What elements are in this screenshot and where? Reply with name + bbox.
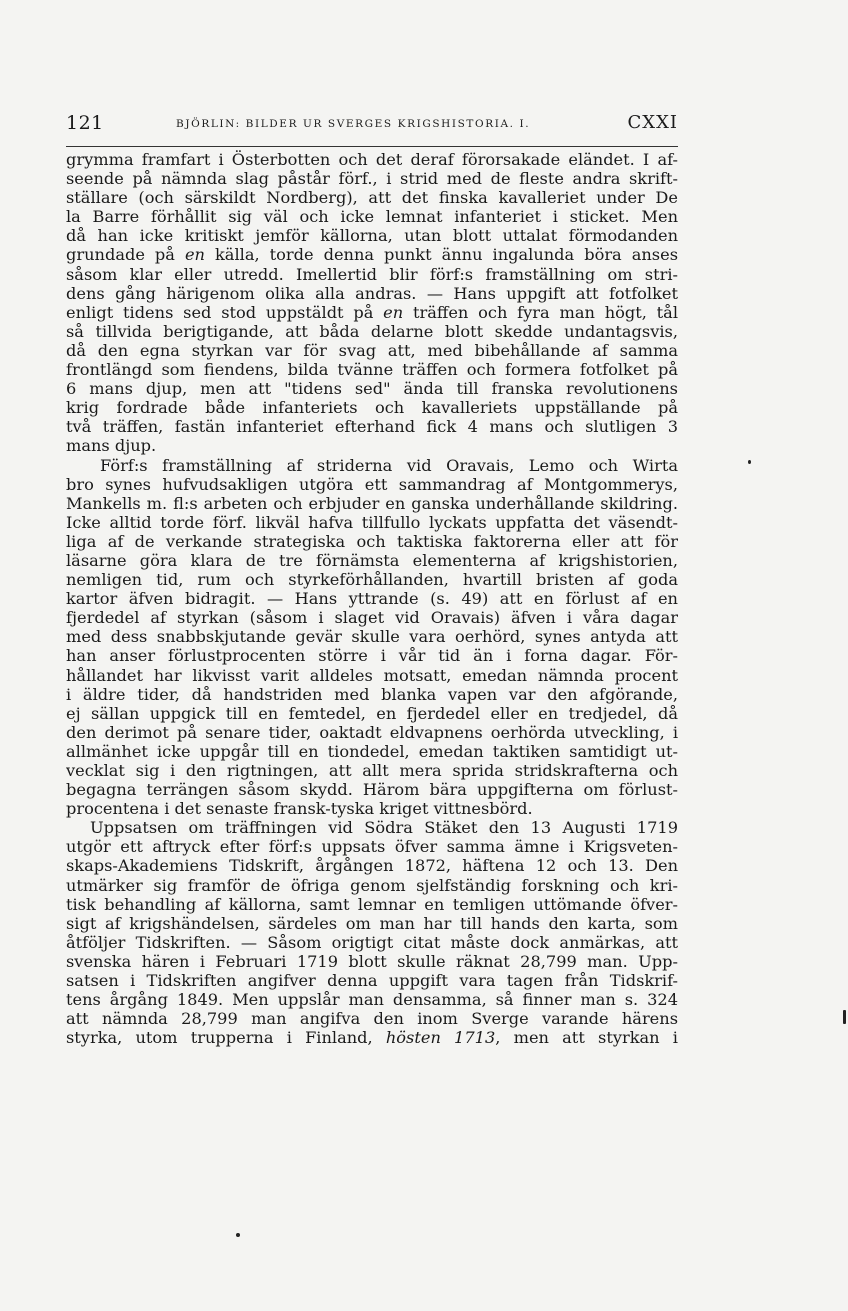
text-line: då den egna styrkan var för svag att, med bibehållande af samma [66,340,678,360]
header-rule [66,146,678,147]
text-line: vecklat sig i den rigtningen, att allt mera sprida stridskrafterna och [66,761,678,780]
text-line: två träffen, fastän infanteriet efterhand fick 4 mans och slutligen 3 [66,417,678,437]
text-run: grundade på [66,245,185,265]
italic-text-run: en [383,302,404,322]
print-dot [236,1233,240,1237]
text-line: bro synes hufvudsakligen utgöra ett sammandrag af Montgommerys, [66,474,678,494]
text-line: ej sällan uppgick till en femtedel, en fjerdedel eller en tredjedel, då [66,703,678,723]
page-header [66,112,678,136]
margin-mark [748,460,751,464]
text-line: krig fordrade både infanteriets och kavalleriets uppställande på [66,398,678,418]
text-line: svenska hären i Februari 1719 blott skulle räknat 28,799 man. Upp- [66,951,678,971]
page-number: 121 [66,112,104,134]
text-line: kartor äfven bidragit. — Hans yttrande (s. 49) att en förlust af en [66,589,678,609]
text-run: källa, torde denna punkt ännu ingalunda böra anses [204,245,678,265]
text-line: den derimot på senare tider, oaktadt eldvapnens oerhörda utveckling, i [66,722,678,742]
text-line: dens gång härigenom olika alla andras. — Hans uppgift att fotfolket [66,283,678,303]
text-line: att nämnda 28,799 man angifva den inom Sverge varande härens [66,1009,678,1029]
italic-text-run: hösten 1713 [385,1028,496,1048]
text-line: mans djup. [66,436,157,456]
text-line: i äldre tider, då handstriden med blanka vapen var den afgörande, [66,684,678,704]
text-line: procentena i det senaste fransk-tyska kriget vittnesbörd. [66,799,533,819]
text-line: begagna terrängen såsom skydd. Härom bära uppgifterna om förlust- [66,780,678,800]
text-line: med dess snabbskjutande gevär skulle vara oerhörd, synes antyda att [66,627,678,647]
running-head: BJÖRLIN: BILDER UR SVERGES KRIGSHISTORIA. I. [176,118,531,130]
text-run: , men att styrkan i [495,1028,678,1048]
margin-mark [843,1010,846,1024]
text-line: frontlängd som fiendens, bilda tvänne träffen och formera fotfolket på [66,360,678,380]
text-line: utgör ett aftryck efter förf:s uppsats öfver samma ämne i Krigsveten- [66,837,678,857]
text-run: styrka, utom trupperna i Finland, [66,1028,386,1048]
text-line: 6 mans djup, men att "tidens sed" ända till franska revolutionens [66,379,678,399]
text-line: Icke alltid torde förf. likväl hafva tillfullo lyckats uppfatta det väsendt- [66,512,678,532]
text-line: ställare (och särskildt Nordberg), att det finska kavalleriet under De [66,188,678,208]
text-line: sigt af krigshändelsen, särdeles om man har till hands den karta, som [66,913,678,933]
text-line: skaps-Akademiens Tidskrift, årgången 1872, häftena 12 och 13. Den [66,856,678,876]
text-line: hållandet har likvisst varit alldeles motsatt, emedan nämnda procent [66,665,678,685]
text-line: då han icke kritiskt jemför källorna, utan blott uttalat förmodanden [66,226,678,246]
body-text [66,150,678,1047]
text-line: liga af de verkande strategiska och taktiska faktorerna eller att för [66,531,678,551]
text-line: la Barre förhållit sig väl och icke lemnat infanteriet i sticket. Men [66,207,678,227]
text-line: tisk behandling af källorna, samt lemnar en temligen uttömande öfver- [66,894,678,914]
text-line: läsarne göra klara de tre förnämsta elementerna af krigshistorien, [66,550,678,570]
text-line: åtföljer Tidskriften. — Såsom origtigt citat måste dock anmärkas, att [66,932,678,952]
text-line: han anser förlustprocenten större i vår tid än i forna dagar. För- [66,646,678,666]
text-line: seende på nämnda slag påstår förf., i strid med de fleste andra skrift- [66,169,678,189]
text-line: Mankells m. fl:s arbeten och erbjuder en ganska underhållande skildring. [66,493,678,513]
text-line: tens årgång 1849. Men uppslår man densamma, så finner man s. 324 [66,990,678,1010]
text-line: nemligen tid, rum och styrkeförhållanden, hvartill bristen af goda [66,570,678,590]
text-line: fjerdedel af styrkan (såsom i slaget vid Oravais) äfven i våra dagar [66,608,678,628]
text-line: Uppsatsen om träffningen vid Södra Stäket den 13 Augusti 1719 [90,818,678,838]
text-line: satsen i Tidskriften angifver denna uppgift vara tagen från Tidskrif- [66,971,678,991]
text-line: Förf:s framställning af striderna vid Oravais, Lemo och Wirta [100,455,678,475]
section-numeral: CXXI [627,112,678,133]
italic-text-run: en [184,245,205,265]
text-line [66,245,678,264]
text-run: enligt tidens sed stod uppstäldt på [66,302,384,322]
text-line: utmärker sig framför de öfriga genom sjelfständig forskning och kri- [66,875,678,895]
text-run: träffen och fyra man högt, tål [403,302,678,322]
text-line [66,1028,678,1047]
text-line: allmänhet icke uppgår till en tiondedel, emedan taktiken samtidigt ut- [66,741,678,761]
text-line: grymma framfart i Österbotten och det deraf förorsakade eländet. I af- [66,150,678,169]
text-line: såsom klar eller utredd. Imellertid blir förf:s framställning om stri- [66,264,678,284]
text-line: så tillvida berigtigande, att båda delarne blott skedde undantagsvis, [66,321,678,341]
text-line [66,303,678,322]
